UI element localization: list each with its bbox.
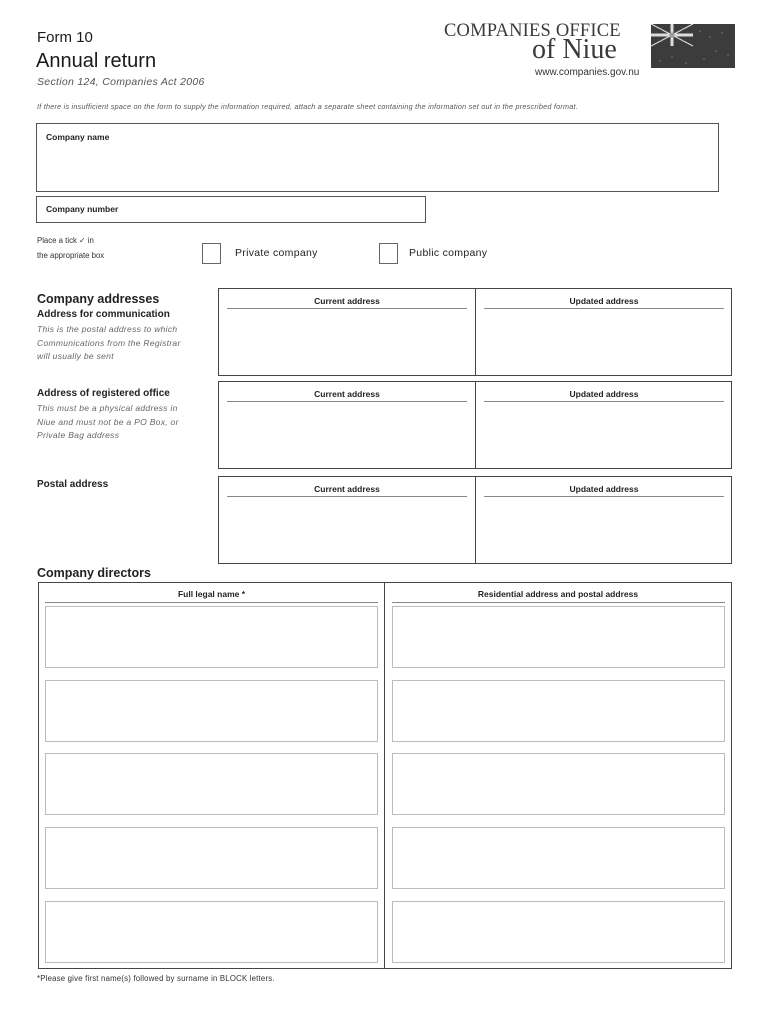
logo-title: COMPANIES OFFICE (444, 21, 621, 41)
company-number-label: Company number (46, 204, 119, 214)
company-name-field[interactable] (36, 123, 719, 192)
director-address-input[interactable] (392, 753, 725, 815)
director-address-input[interactable] (392, 606, 725, 668)
logo-url: www.companies.gov.nu (535, 67, 640, 78)
directors-heading: Company directors (37, 566, 151, 580)
private-company-label: Private company (235, 247, 318, 259)
header-rule (227, 308, 467, 309)
postal-address-box (218, 476, 732, 564)
director-name-input[interactable] (45, 606, 378, 668)
page-title: Annual return (36, 50, 157, 72)
updated-address-header: Updated address (569, 389, 639, 399)
postal-address-title: Postal address (37, 479, 109, 490)
registered-updated-address-input[interactable] (480, 406, 728, 466)
registered-office-box (218, 381, 732, 469)
header-rule (392, 602, 725, 603)
residential-address-header: Residential address and postal address (477, 589, 639, 599)
communication-address-box (218, 288, 732, 376)
header-rule (484, 496, 724, 497)
postal-updated-address-input[interactable] (480, 501, 728, 561)
instruction-note: If there is insufficient space on the form to supply the information required, attach a separate sheet containing the information set out in the prescribed format. (37, 102, 578, 111)
niue-flag-icon (651, 24, 735, 68)
postal-current-address-input[interactable] (223, 501, 471, 561)
public-company-label: Public company (409, 247, 488, 259)
hint-line: Private Bag address (37, 430, 120, 440)
director-address-input[interactable] (392, 901, 725, 963)
director-address-input[interactable] (392, 680, 725, 742)
page-subtitle: Section 124, Companies Act 2006 (37, 76, 205, 88)
addresses-heading: Company addresses (37, 292, 160, 306)
public-company-checkbox[interactable] (379, 243, 398, 264)
header-rule (227, 401, 467, 402)
tick-instruction (37, 233, 104, 263)
director-name-input[interactable] (45, 901, 378, 963)
director-address-input[interactable] (392, 827, 725, 889)
registered-office-title: Address of registered office (37, 388, 170, 399)
updated-address-header: Updated address (569, 484, 639, 494)
header-rule (227, 496, 467, 497)
logo-subtitle: of Niue (532, 34, 617, 65)
communication-address-title: Address for communication (37, 309, 170, 320)
current-address-header: Current address (314, 484, 380, 494)
communication-updated-address-input[interactable] (480, 313, 728, 373)
hint-line: This is the postal address to which (37, 324, 178, 334)
updated-address-header: Updated address (569, 296, 639, 306)
footnote: *Please give first name(s) followed by surname in BLOCK letters. (37, 974, 275, 983)
private-company-checkbox[interactable] (202, 243, 221, 264)
hint-line: will usually be sent (37, 351, 114, 361)
hint-line: Niue and must not be a PO Box, or (37, 416, 179, 427)
current-address-header: Current address (314, 389, 380, 399)
tick-instruction-line2: the appropriate box (37, 251, 105, 260)
registered-current-address-input[interactable] (223, 406, 471, 466)
current-address-header: Current address (314, 296, 380, 306)
hint-line: Communications from the Registrar (37, 337, 181, 348)
full-legal-name-header: Full legal name * (177, 589, 246, 599)
directors-table (38, 582, 732, 969)
company-name-label: Company name (46, 132, 110, 142)
communication-current-address-input[interactable] (223, 313, 471, 373)
header-rule (45, 602, 378, 603)
director-name-input[interactable] (45, 827, 378, 889)
tick-instruction-line1: Place a tick ✓ in (37, 236, 94, 245)
company-number-field[interactable] (36, 196, 426, 223)
hint-line: This must be a physical address in (37, 403, 178, 413)
director-name-input[interactable] (45, 753, 378, 815)
registered-office-hint (37, 402, 179, 443)
header-rule (484, 308, 724, 309)
form-number: Form 10 (37, 29, 93, 46)
communication-address-hint (37, 323, 181, 364)
header-rule (484, 401, 724, 402)
director-name-input[interactable] (45, 680, 378, 742)
column-divider (384, 583, 385, 968)
